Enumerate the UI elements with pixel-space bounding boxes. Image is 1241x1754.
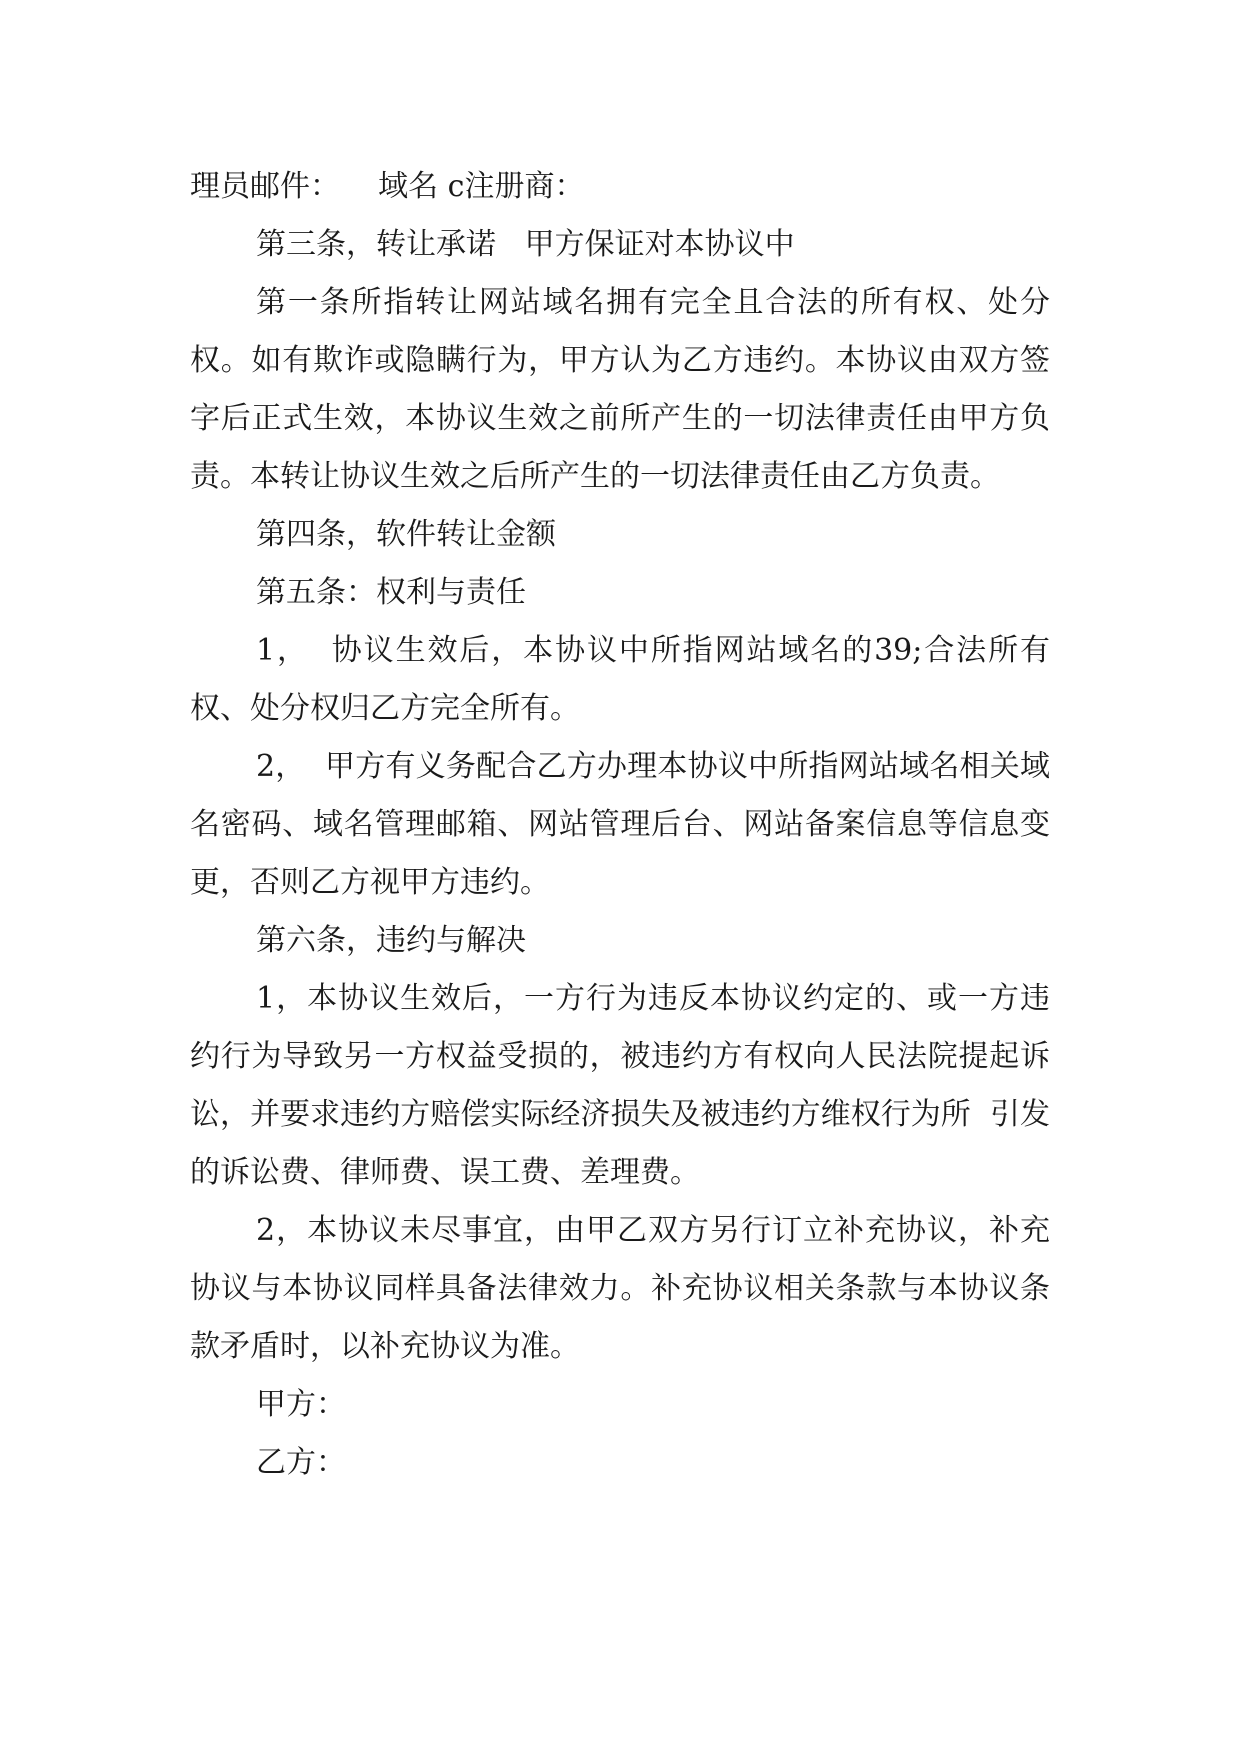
signature-party-b: 乙方： (256, 1445, 346, 1480)
paragraph-article-5-item-1: 1， 协议生效后，本协议中所指网站域名的39;合法所有权、处分权归乙方完全所有。 (190, 633, 1050, 726)
paragraph-admin-email: 理员邮件： 域名 c注册商： (190, 169, 585, 204)
paragraph-article-6-heading: 第六条，违约与解决 (256, 923, 526, 958)
paragraph-article-5-item-2: 2， 甲方有义务配合乙方办理本协议中所指网站域名相关域名密码、域名管理邮箱、网站管理后台、网站备案信息等信息变更，否则乙方视甲方违约。 (190, 749, 1050, 900)
signature-party-a: 甲方： (256, 1387, 346, 1422)
paragraph-article-3-body: 第一条所指转让网站域名拥有完全且合法的所有权、处分权。如有欺诈或隐瞒行为，甲方认为乙方违约。本协议由双方签字后正式生效，本协议生效之前所产生的一切法律责任由甲方负责。本转让协议生效之后所产生的一切法律责任由乙方负责。 (190, 285, 1050, 494)
paragraph-article-3-heading: 第三条，转让承诺 甲方保证对本协议中 (256, 227, 795, 262)
paragraph-article-5-heading: 第五条：权利与责任 (256, 575, 526, 610)
paragraph-article-6-item-1: 1，本协议生效后，一方行为违反本协议约定的、或一方违约行为导致另一方权益受损的，被违约方有权向人民法院提起诉讼，并要求违约方赔偿实际经济损失及被违约方维权行为所 引发的诉讼费、律师费、误工费、差理费。 (190, 981, 1050, 1190)
paragraph-article-6-item-2: 2，本协议未尽事宜，由甲乙双方另行订立补充协议，补充协议与本协议同样具备法律效力。补充协议相关条款与本协议条款矛盾时，以补充协议为准。 (190, 1213, 1050, 1364)
paragraph-article-4-heading: 第四条，软件转让金额 (256, 517, 556, 552)
document-body (190, 158, 1050, 1492)
